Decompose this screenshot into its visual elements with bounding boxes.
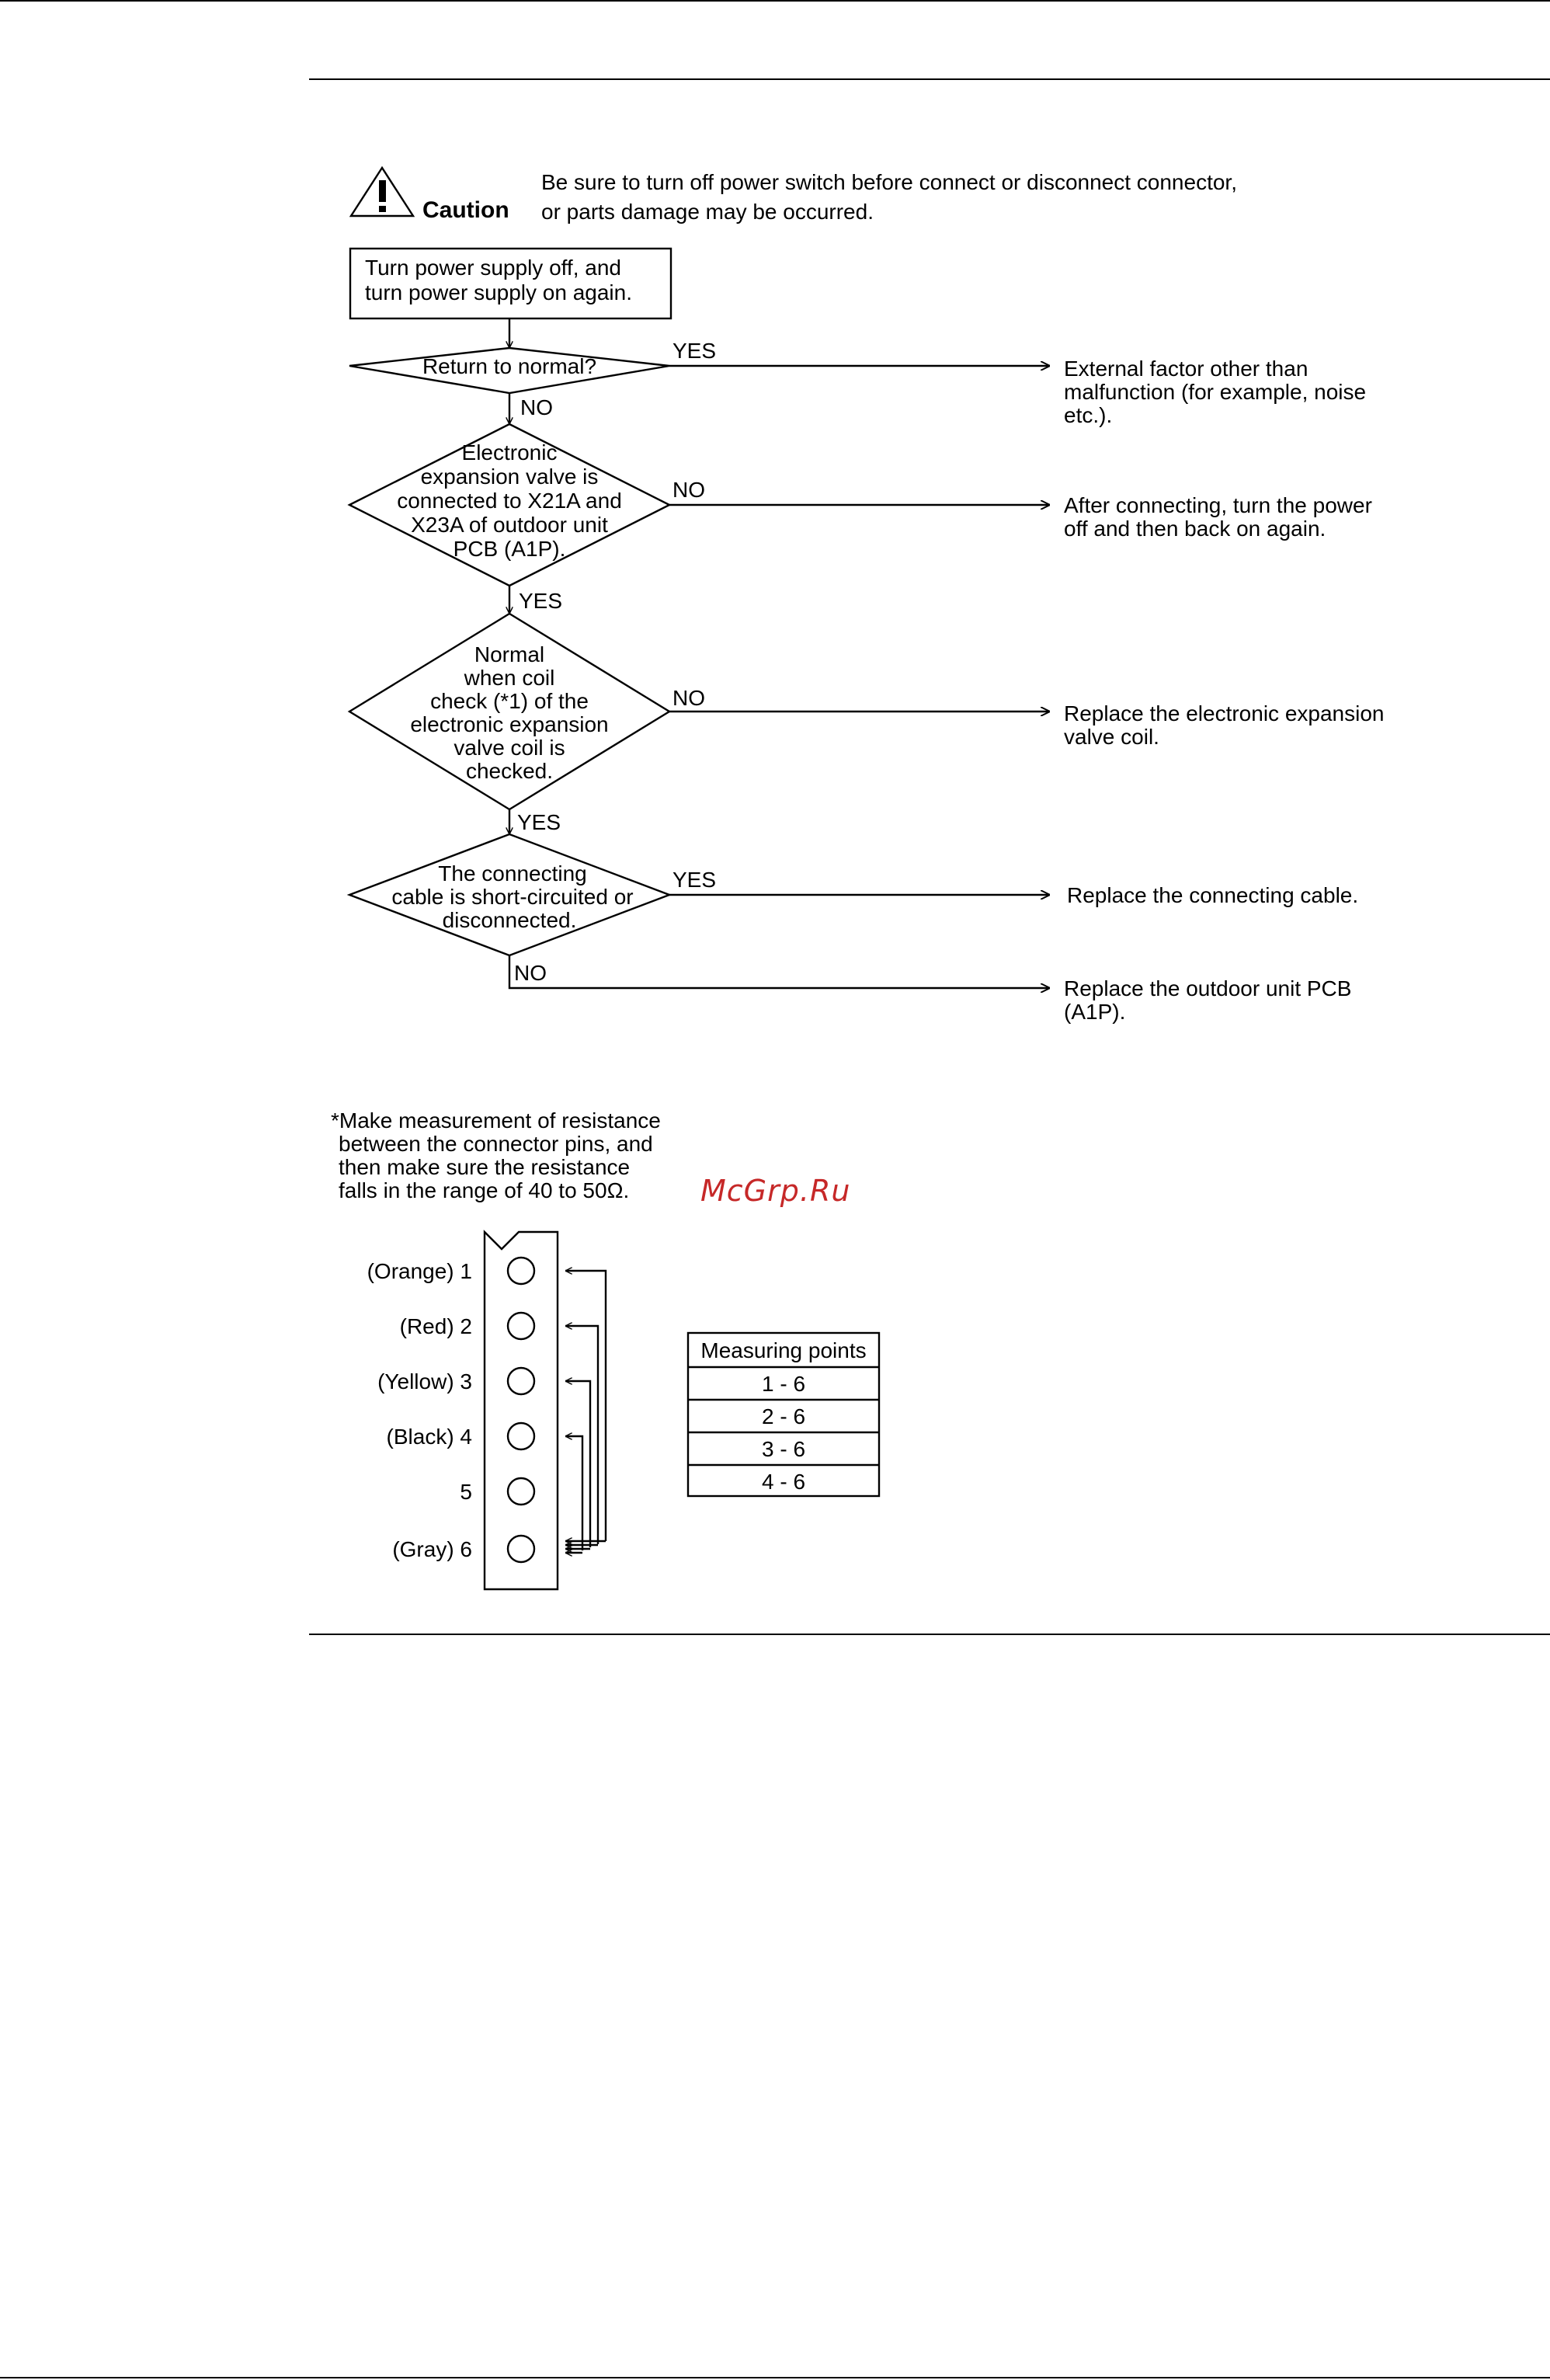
- measuring-row-1: 1 - 6: [761, 1372, 806, 1396]
- caution-text-line1: Be sure to turn off power switch before connect or disconnect connector,: [541, 170, 1237, 194]
- d3-line3: check (*1) of the: [430, 689, 589, 713]
- footer-rule: [0, 2377, 1550, 2378]
- d1-outcome-line3: etc.).: [1064, 403, 1113, 427]
- note-line2: between the connector pins, and: [339, 1132, 653, 1156]
- measuring-points-table: [688, 1333, 879, 1496]
- caution-text-line2: or parts damage may be occurred.: [541, 200, 874, 224]
- note-line4: falls in the range of 40 to 50Ω.: [339, 1178, 630, 1202]
- start-box-line1: Turn power supply off, and: [365, 256, 621, 280]
- measuring-row-3: 3 - 6: [761, 1437, 806, 1461]
- d1-yes-label: YES: [672, 339, 717, 363]
- d2-line4: X23A of outdoor unit: [411, 513, 608, 537]
- d3-line5: valve coil is: [454, 736, 565, 760]
- measuring-row-4: 4 - 6: [761, 1470, 806, 1494]
- d3-line4: electronic expansion: [410, 712, 609, 736]
- start-box-line2: turn power supply on again.: [365, 280, 632, 304]
- d3-line2: when coil: [464, 666, 555, 690]
- measuring-row-2: 2 - 6: [761, 1404, 806, 1428]
- d4-line2: cable is short-circuited or: [391, 885, 634, 909]
- d4-no-label: NO: [514, 961, 547, 985]
- d3-no-label: NO: [672, 686, 705, 710]
- d2-yes-label: YES: [519, 589, 563, 613]
- measurement-leads: [565, 1271, 606, 1553]
- d4-outcome-no-line2: (A1P).: [1064, 1000, 1126, 1024]
- d4-outcome-no-line1: Replace the outdoor unit PCB: [1064, 976, 1352, 1000]
- d1-outcome-line2: malfunction (for example, noise: [1064, 380, 1367, 404]
- pin-label-3: (Yellow) 3: [377, 1369, 472, 1394]
- d2-line2: expansion valve is: [420, 465, 599, 489]
- d3-yes-label: YES: [517, 810, 561, 834]
- d3-outcome-line2: valve coil.: [1064, 725, 1159, 749]
- watermark: McGrp.Ru: [700, 1174, 851, 1208]
- d2-outcome-line1: After connecting, turn the power: [1064, 493, 1372, 517]
- note-line3: then make sure the resistance: [339, 1155, 631, 1179]
- d1-no-label: NO: [520, 395, 553, 419]
- d4-yes-label: YES: [672, 868, 717, 892]
- d4-outcome-yes: Replace the connecting cable.: [1067, 883, 1359, 907]
- d3-line6: checked.: [465, 759, 554, 783]
- pin-label-1: (Orange) 1: [367, 1259, 472, 1283]
- pin-label-2: (Red) 2: [399, 1314, 472, 1338]
- caution-label: Caution: [422, 197, 509, 223]
- d1-text: Return to normal?: [422, 354, 597, 378]
- measuring-points-header: Measuring points: [700, 1338, 867, 1362]
- d2-line3: connected to X21A and: [397, 489, 622, 513]
- pin-label-5: 5: [460, 1480, 472, 1504]
- d1-outcome-line1: External factor other than: [1064, 357, 1308, 381]
- d3-line1: Normal: [474, 642, 545, 666]
- pin-label-4: (Black) 4: [386, 1425, 472, 1449]
- warning-triangle-icon: [351, 168, 413, 216]
- pin-label-6: (Gray) 6: [392, 1537, 472, 1561]
- note-line1: *Make measurement of resistance: [331, 1108, 661, 1133]
- d2-line1: Electronic: [461, 440, 558, 465]
- d2-outcome-line2: off and then back on again.: [1064, 517, 1326, 541]
- d3-outcome-line1: Replace the electronic expansion: [1064, 701, 1385, 725]
- d2-no-label: NO: [672, 478, 705, 502]
- d4-line1: The connecting: [438, 861, 587, 886]
- d4-line3: disconnected.: [442, 908, 577, 932]
- d2-line5: PCB (A1P).: [453, 537, 566, 561]
